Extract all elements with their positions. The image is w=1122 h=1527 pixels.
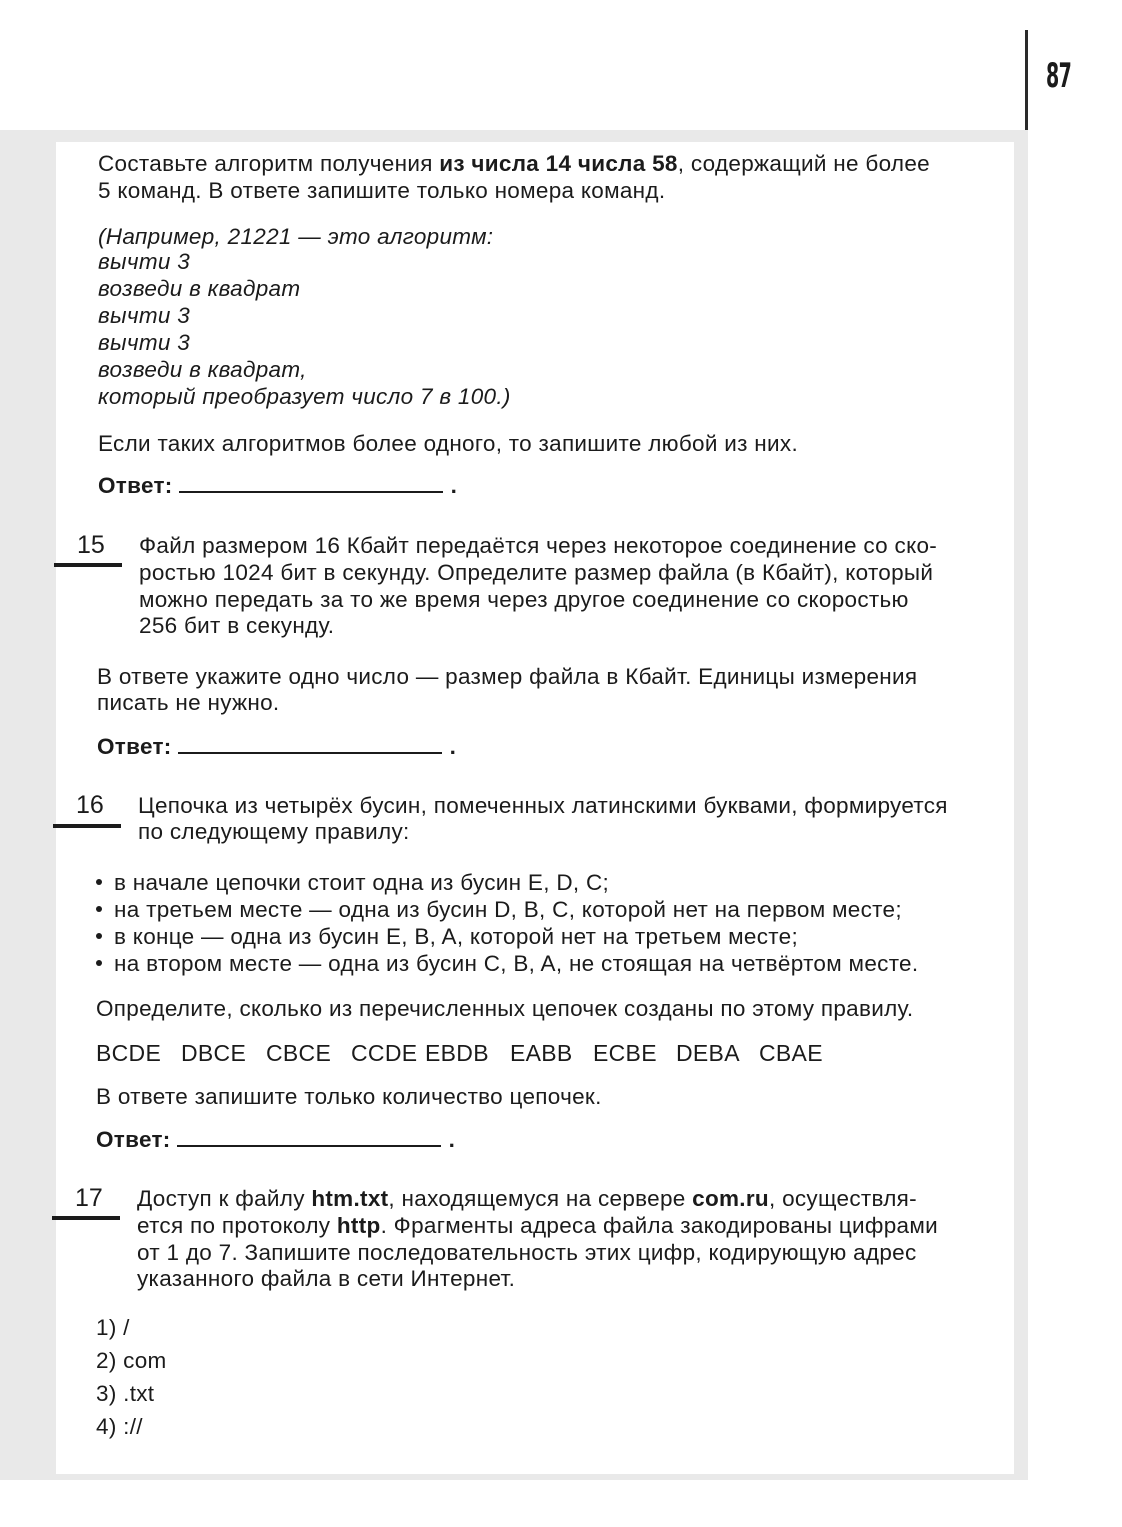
task-16-question: Определите, сколько из перечисленных цепочек созданы по этому правилу. — [96, 996, 914, 1021]
margin-rule — [1025, 30, 1028, 138]
option-item: 3) .txt — [96, 1381, 155, 1406]
example-line: вычти 3 — [98, 330, 191, 355]
answer-input-line[interactable] — [177, 1127, 441, 1147]
chain-item: CCDE — [351, 1040, 418, 1066]
example-line: вычти 3 — [98, 303, 191, 328]
example-line: который преобразует число 7 в 100.) — [98, 384, 511, 409]
task-14-note: Если таких алгоритмов более одного, то запишите любой из них. — [98, 431, 798, 456]
rule-item: на втором месте — одна из бусин C, B, A, не стоящая на четвёртом месте. — [96, 951, 918, 978]
chain-item: EABB — [510, 1040, 573, 1066]
task-16-line: по следующему правилу: — [138, 819, 410, 844]
task-number: 15 — [77, 531, 105, 559]
chain-item: BCDE — [96, 1040, 162, 1066]
task-number-bar — [54, 563, 122, 567]
task-15-line: ростью 1024 бит в секунду. Определите размер файла (в Кбайт), который — [139, 560, 934, 585]
task-17-line-2: ется по протоколу http. Фрагменты адреса файла закодированы цифрами — [137, 1213, 938, 1238]
task-15-instr: писать не нужно. — [97, 690, 280, 715]
rule-item: в конце — одна из бусин E, B, A, которой нет на третьем месте; — [96, 924, 798, 951]
task-16-instr: В ответе запишите только количество цепочек. — [96, 1084, 602, 1109]
answer-input-line[interactable] — [179, 473, 443, 493]
chain-item: ECBE — [593, 1040, 657, 1066]
bullet-icon — [96, 960, 102, 966]
example-line: возведи в квадрат, — [98, 357, 307, 382]
task-number: 17 — [75, 1184, 103, 1212]
example-line: возведи в квадрат — [98, 276, 301, 301]
option-item: 1) / — [96, 1315, 130, 1340]
task-14-line-2: 5 команд. В ответе запишите только номера команд. — [98, 178, 666, 203]
task-number-bar — [52, 1216, 120, 1220]
task-number-bar — [53, 824, 121, 828]
option-item: 2) com — [96, 1348, 167, 1373]
task-15-line: можно передать за то же время через другое соединение со скоростью — [139, 587, 909, 612]
bullet-icon — [96, 906, 102, 912]
task-15-instr: В ответе укажите одно число — размер файла в Кбайт. Единицы измерения — [97, 664, 918, 689]
task-17-line-1: Доступ к файлу htm.txt, находящемуся на сервере com.ru, осуществля- — [137, 1186, 917, 1211]
answer-row: Ответ: . — [97, 734, 457, 759]
chain-item: CBCE — [266, 1040, 332, 1066]
answer-label: Ответ: — [98, 473, 173, 498]
chain-item: DEBA — [676, 1040, 740, 1066]
answer-row: Ответ: . — [96, 1127, 456, 1152]
bullet-icon — [96, 933, 102, 939]
task-15-line: 256 бит в секунду. — [139, 613, 335, 638]
task-17-line-3: от 1 до 7. Запишите последовательность этих цифр, кодирующую адрес — [137, 1240, 917, 1265]
chain-item: EBDB — [425, 1040, 489, 1066]
answer-label: Ответ: — [96, 1127, 171, 1152]
task-number: 16 — [76, 791, 104, 819]
task-16-line: Цепочка из четырёх бусин, помеченных латинскими буквами, формируется — [138, 793, 948, 818]
chain-item: DBCE — [181, 1040, 247, 1066]
task-15-line: Файл размером 16 Кбайт передаётся через некоторое соединение со ско- — [139, 533, 938, 558]
task-14-line-1: Составьте алгоритм получения из числа 14 числа 58, содержащий не более — [98, 151, 930, 176]
example-line: вычти 3 — [98, 249, 191, 274]
example-line: (Например, 21221 — это алгоритм: — [98, 224, 494, 249]
rule-item: на третьем месте — одна из бусин D, B, C, которой нет на первом месте; — [96, 897, 902, 924]
bullet-icon — [96, 879, 102, 885]
task-17-line-4: указанного файла в сети Интернет. — [137, 1266, 516, 1291]
rule-item: в начале цепочки стоит одна из бусин E, D, C; — [96, 870, 609, 897]
answer-input-line[interactable] — [178, 734, 442, 754]
answer-row: Ответ: . — [98, 473, 458, 498]
option-item: 4) :// — [96, 1414, 143, 1439]
answer-label: Ответ: — [97, 734, 172, 759]
page-number: 87 — [1046, 56, 1072, 96]
chain-item: CBAE — [759, 1040, 823, 1066]
